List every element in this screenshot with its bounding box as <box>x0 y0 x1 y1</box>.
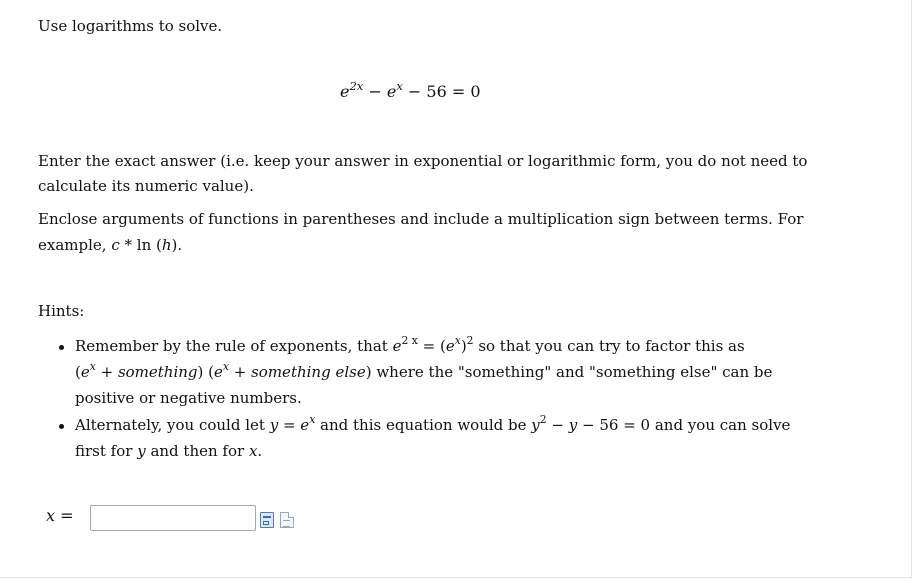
bullet-1 <box>59 345 64 350</box>
bullet-2 <box>59 424 64 429</box>
hint2-line2: first for y and then for x. <box>75 442 263 460</box>
instruction-text: Use logarithms to solve. <box>38 17 223 35</box>
enter-note-line2: calculate its numeric value). <box>38 177 254 195</box>
enclose-note-line1: Enclose arguments of functions in parentheses and include a multiplication sign between terms. For <box>38 210 804 228</box>
enclose-note-line2: example, c * ln (h). <box>38 236 183 254</box>
answer-label: x = <box>46 506 74 525</box>
equation: $e^{2x} - e^x - 56 = 0$ <box>340 79 481 101</box>
answer-input[interactable] <box>90 505 256 531</box>
hints-title: Hints: <box>38 302 85 320</box>
hint1-line3: positive or negative numbers. <box>75 389 302 407</box>
hint2-line1: Alternately, you could let $y = e^x$ and this equation would be $y^2 - y - 56 = 0$ and you can solve <box>75 413 791 434</box>
hint1-line1: Remember by the rule of exponents, that $e^{2 x} = (e^x)^2$ so that you can try to factor this as <box>75 334 745 355</box>
hint1-line2: ($e^x$ + something) ($e^x$ + something else) where the "something" and "something else" can be <box>75 360 773 381</box>
equation-editor-icon[interactable] <box>260 512 274 528</box>
preview-icon[interactable] <box>280 512 294 528</box>
enter-note-line1: Enter the exact answer (i.e. keep your answer in exponential or logarithmic form, you do not need to <box>38 152 808 170</box>
